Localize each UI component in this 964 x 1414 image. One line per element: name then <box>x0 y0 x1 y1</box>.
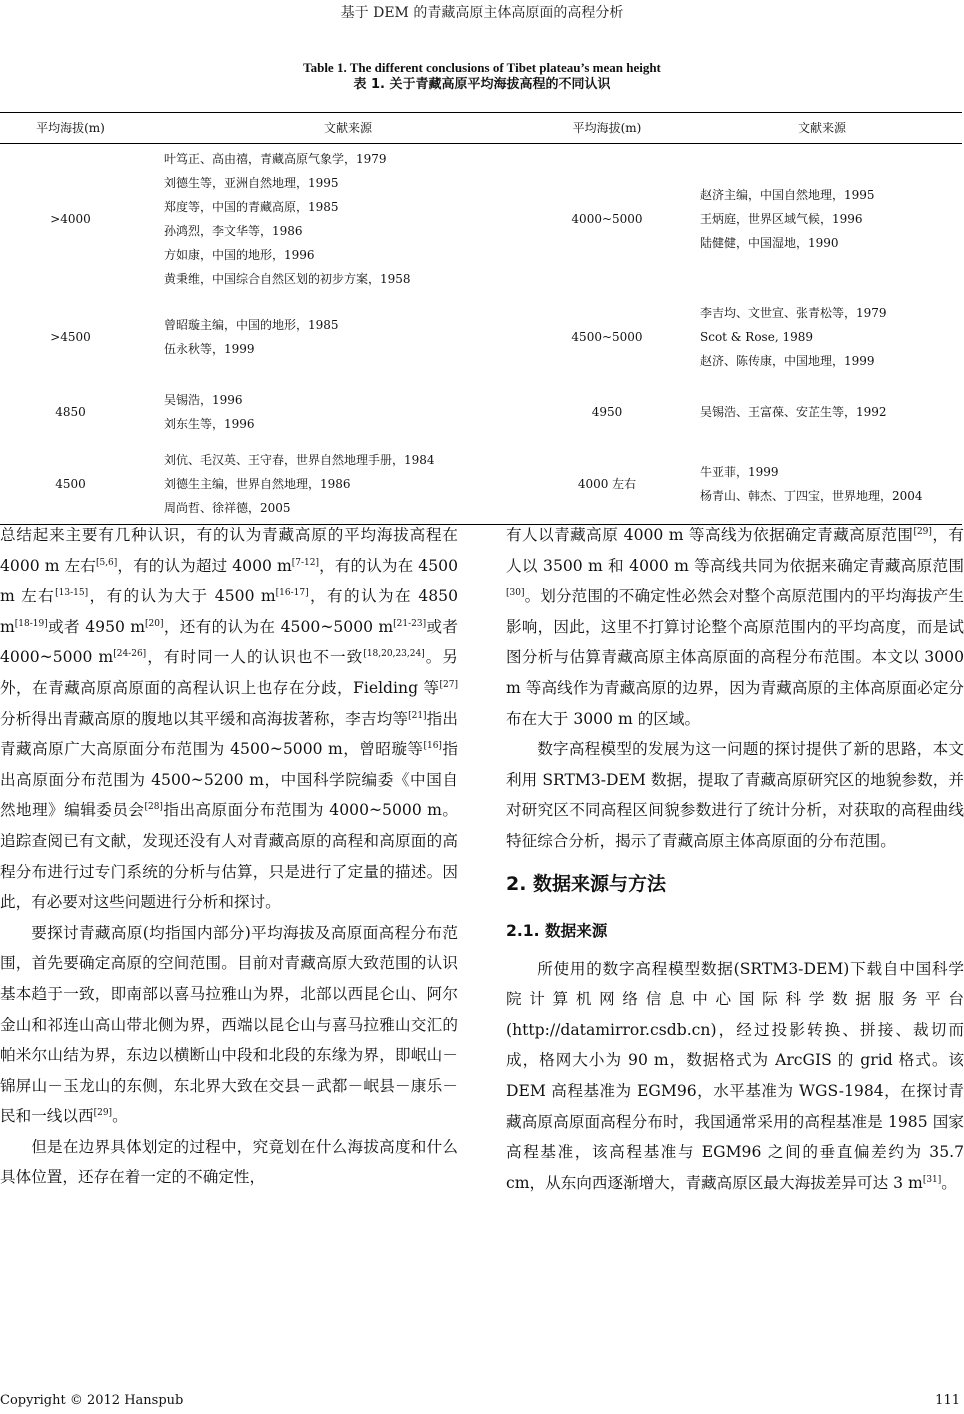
paragraph-extent: 要探讨青藏高原(均指国内部分)平均海拔及高原面高程分布范围，首先要确定高原的空间范围。目前对青藏高原大致范围的认识基本趋于一致，即南部以喜马拉雅山为界，北部以西昆仑山、阿尔金山和祁连山高山带北侧为界，西端以昆仑山与喜马拉雅山交汇的帕米尔山结为界，东边以横断山中段和北段的东缘为界，即岷山－锦屏山－玉龙山的东侧，东北界大致在交县－武都－岷县－康乐－民和一线以西[29]。 <box>0 923 458 1126</box>
cell-height: >4500 <box>50 330 91 344</box>
source-line: 方如康，中国的地形，1996 <box>164 248 315 262</box>
citation: [7-12] <box>291 557 320 568</box>
cell-height: >4000 <box>50 212 91 226</box>
cell-sources <box>141 380 532 444</box>
source-line: 陆健健，中国湿地，1990 <box>700 236 839 250</box>
table-header-row <box>0 113 962 144</box>
source-line: 李吉均、文世宣、张青松等，1979 <box>700 306 887 320</box>
source-line: 周尚哲、徐祥德，2005 <box>164 501 291 515</box>
citation: [20] <box>145 618 164 629</box>
running-head: 基于 DEM 的青藏高原主体高原面的高程分析 <box>340 5 624 21</box>
source-line: 刘德生主编，世界自然地理，1986 <box>164 477 351 491</box>
cell-height: 4500~5000 <box>571 330 643 344</box>
footer-copyright: Copyright © 2012 Hanspub <box>0 1393 184 1408</box>
source-line: 郑度等，中国的青藏高原，1985 <box>164 200 339 214</box>
page-number: 111 <box>935 1393 960 1408</box>
citation: [24-26] <box>113 649 147 660</box>
cell-sources <box>141 294 532 380</box>
section-heading: 2. 数据来源与方法 <box>506 872 667 895</box>
cell-height: 4000 左右 <box>532 444 682 525</box>
source-line: 吴锡浩、王富葆、安芷生等，1992 <box>700 405 887 419</box>
table-row <box>0 144 962 295</box>
source-line: 黄秉维，中国综合自然区划的初步方案，1958 <box>164 272 411 286</box>
source-line: 牛亚菲，1999 <box>700 465 779 479</box>
citation: [30] <box>506 588 525 599</box>
header-source-1: 文献来源 <box>141 113 532 144</box>
source-line: 刘德生等，亚洲自然地理，1995 <box>164 176 339 190</box>
paragraph-summary: 总结起来主要有几种认识，有的认为青藏高原的平均海拔高程在 4000 m 左右[5,6]，有的认为超过 4000 m[7-12]，有的认为在 4500 m 左右[13-15]，有的认为大于 4500 m[16-17]，有的认为在 4850 m[18-19]或者 4950 m[20]，还有的认为在 4500~5000 m[21-23]或者 4000~5000 m[24-26]，有时同一人的认识也不一致[18,20,23,24]。另外，在青藏高原高原面的高程认识上也存在分歧，Fielding 等[27]分析得出青藏高原的腹地以其平缓和高海拔著称，李吉均等[21]指出青藏高原广大高原面分布范围为 4500~5000 m，曾昭璇等[16]指出高原面分布范围为 4500~5200 m，中国科学院编委《中国自然地理》编辑委员会[28]指出高原面分布范围为 4000~5000 m。追踪查阅已有文献，发现还没有人对青藏高原的高程和高原面的高程分布进行过专门系统的分析与估算，只是进行了定量的描述。因此，有必要对这些问题进行分析和探讨。 <box>0 526 458 912</box>
source-line: 刘伉、毛汉英、王守春，世界自然地理手册，1984 <box>164 453 435 467</box>
cell-height: 4850 <box>55 405 86 419</box>
right-column <box>506 520 964 1198</box>
table-caption-en: Table 1. The different conclusions of Tibet plateau’s mean height <box>303 60 661 75</box>
mean-height-table <box>0 112 962 525</box>
table-row <box>0 444 962 525</box>
cell-height: 4000~5000 <box>571 212 643 226</box>
paragraph-boundary-cont: 有人以青藏高原 4000 m 等高线为依据确定青藏高原范围[29]，有人以 3500 m 和 4000 m 等高线共同为依据来确定青藏高原范围[30]。划分范围的不确定性必然会对整个高原范围内的平均海拔产生影响，因此，这里不打算讨论整个高原范围内的平均高度，而是试图分析与估算青藏高原主体高原面的高程分布范围。本文以 3000 m 等高线作为青藏高原的边界，因为青藏高原的主体高原面必定分布在大于 3000 m 的区域。 <box>506 526 964 728</box>
left-column <box>0 520 458 1193</box>
cell-sources <box>682 294 962 380</box>
source-line: 杨青山、韩杰、丁四宝，世界地理，2004 <box>700 489 923 503</box>
table-caption <box>0 59 964 93</box>
citation: [13-15] <box>55 588 89 599</box>
citation: [29] <box>93 1108 113 1119</box>
source-line: 吴锡浩，1996 <box>164 393 243 407</box>
cell-height: 4950 <box>591 405 623 419</box>
header-mean-height-2: 平均海拔(m) <box>532 113 682 144</box>
source-line: Scot & Rose, 1989 <box>700 330 813 344</box>
source-line: 叶笃正、高由禧，青藏高原气象学，1979 <box>164 152 387 166</box>
citation: [5,6] <box>95 557 118 568</box>
source-line: 伍永秋等，1999 <box>164 342 255 356</box>
citation: [16-17] <box>275 588 309 599</box>
cell-sources <box>682 144 962 295</box>
cell-height: 4500 <box>0 444 141 525</box>
citation: [16] <box>423 741 442 752</box>
cell-sources <box>682 444 962 525</box>
source-line: 刘东生等，1996 <box>164 417 255 431</box>
citation: [18,20,23,24] <box>363 649 425 660</box>
citation: [28] <box>144 802 163 813</box>
paragraph-dem: 数字高程模型的发展为这一问题的探讨提供了新的思路，本文利用 SRTM3-DEM 数据，提取了青藏高原研究区的地貌参数，并对研究区不同高程区间貌参数进行了统计分析，对获取的高程曲线特征综合分析，揭示了青藏高原主体高原面的分布范围。 <box>506 740 964 850</box>
source-line: 王炳庭，世界区域气候，1996 <box>700 212 863 226</box>
citation: [31] <box>922 1174 942 1185</box>
citation: [27] <box>439 679 458 690</box>
source-line: 赵济主编，中国自然地理，1995 <box>700 188 875 202</box>
citation: [21] <box>408 710 427 721</box>
source-line: 曾昭璇主编，中国的地形，1985 <box>164 318 339 332</box>
cell-sources <box>141 444 532 525</box>
subsection-heading: 2.1. 数据来源 <box>506 921 608 940</box>
header-source-2: 文献来源 <box>682 113 962 144</box>
citation: [29] <box>913 527 932 537</box>
table-row <box>0 294 962 380</box>
source-line: 孙鸿烈，李文华等，1986 <box>164 224 303 238</box>
header-mean-height-1: 平均海拔(m) <box>0 113 141 144</box>
citation: [18-19] <box>14 618 48 629</box>
paragraph-data-source: 所使用的数字高程模型数据(SRTM3-DEM)下载自中国科学院计算机网络信息中心国际科学数据服务平台(http://datamirror.csdb.cn)，经过投影转换、拼接、裁切而成，格网大小为 90 m，数据格式为 ArcGIS 的 grid 格式。该 DEM 高程基准为 EGM96，水平基准为 WGS-1984，在探讨青藏高原高原面高程分布时，我国通常采用的高程基准是 1985 国家高程基准，该高程基准与 EGM96 之间的垂直偏差约为 35.7 cm，从东向西逐渐增大，青藏高原区最大海拔差异可达 3 m[31]。 <box>506 959 964 1192</box>
paragraph-boundary: 但是在边界具体划定的过程中，究竟划在什么海拔高度和什么具体位置，还存在着一定的不确定性， <box>0 1137 458 1187</box>
source-line: 赵济、陈传康，中国地理，1999 <box>700 354 875 368</box>
table-caption-zh: 表 1. 关于青藏高原平均海拔高程的不同认识 <box>353 77 611 92</box>
cell-sources <box>141 144 532 295</box>
table-row <box>0 380 962 444</box>
citation: [21-23] <box>393 618 427 629</box>
cell-sources <box>682 380 962 444</box>
